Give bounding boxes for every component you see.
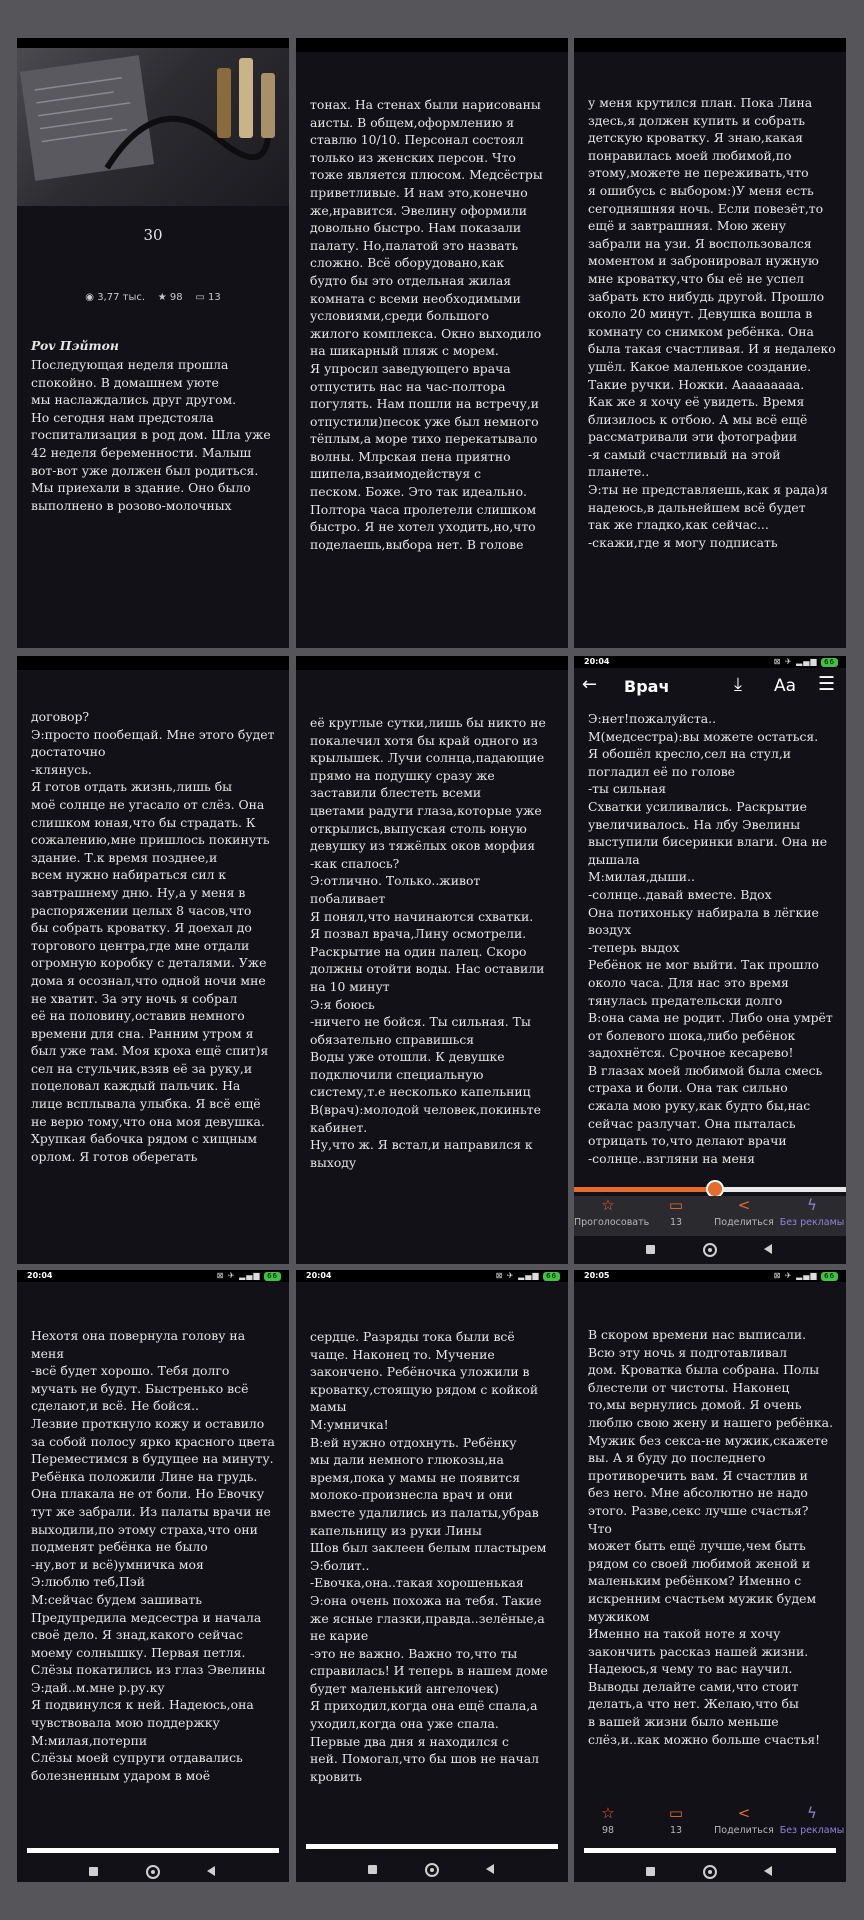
- lightning-icon: ϟ: [807, 1804, 817, 1822]
- back-icon[interactable]: [207, 1866, 215, 1876]
- system-nav-bar: [296, 1860, 568, 1880]
- system-nav-bar: [17, 1862, 289, 1882]
- share-button[interactable]: [710, 1804, 778, 1836]
- comments-button[interactable]: [642, 1804, 710, 1836]
- reader-toolbar: [574, 668, 846, 704]
- status-time: 20:04: [584, 657, 610, 666]
- chapter-text: сердце. Разряды тока были всё чаще. Наконец то. Мучение закончено. Ребёночка уложили в кроватку,стоящую рядом с койкой мамы М:умничка! В:ей нужно отдохнуть. Ребёнку мы дали немного глюкозы,на время,пока у мамы не появится молоко-произнесла врач и они вместе удалились из палаты,убрав капельницу из руки Лины Шов был заклеен белым пластырем Э:болит.. -Евочка,она..такая хорошенькая Э:она очень похожа на тебя. Такие же ясные глазки,правда..зелёные,а не карие -это не важно. Важно то,что ты справилась! И теперь в нашем доме будет маленький ангелочек) Я приходил,когда она ещё спала,а уходил,когда она уже спала. Первые два дня я находился с ней. Помогал,что бы шов не начал кровить: [310, 1329, 548, 1784]
- status-icons: ⊠ ✈ ▂▄▆ 66: [496, 1270, 560, 1282]
- chapter-heading: Pov Пэйтон: [31, 338, 119, 353]
- reader-panel-1: [17, 38, 289, 648]
- comment-icon: ▭: [668, 1804, 684, 1822]
- status-bar: [296, 656, 568, 670]
- star-icon: ★: [157, 292, 167, 303]
- back-icon[interactable]: [764, 1244, 772, 1254]
- action-bar: [574, 1196, 846, 1236]
- reader-panel-9: [574, 1270, 846, 1882]
- share-label: Поделиться: [714, 1825, 774, 1836]
- chapter-list-icon[interactable]: ☰: [818, 673, 836, 695]
- back-arrow-icon[interactable]: ←: [582, 674, 598, 695]
- chapter-number: 30: [143, 226, 163, 244]
- battery-icon: 66: [543, 1272, 560, 1281]
- comments-count: 13: [669, 1217, 683, 1228]
- eye-icon: ◉: [85, 292, 94, 303]
- likes-count: 98: [601, 1825, 615, 1836]
- chapter-stats: [17, 292, 289, 303]
- star-outline-icon: ☆: [601, 1804, 615, 1822]
- back-icon[interactable]: [764, 1866, 772, 1876]
- chapter-text: у меня крутился план. Пока Лина здесь,я должен купить и собрать детскую кроватку. Я знаю,какая понравилась моей любимой,по этому,можете не переживать,что я ошибусь с выбором:)У меня есть сегодняшняя ночь. Если повезёт,то ещё и завтрашняя. Мою жену забрали на узи. Я воспользовался моментом и забронировал нужную мне кроватку,что бы её не успел забрать кто нибудь другой. Прошло около 20 минут. Девушка вошла в комнату со снимком ребёнка. Она была такая счастливая. И я недалеко ушёл. Какое маленькое создание. Такие ручки. Ножки. Ааааааааа. Как же я хочу её увидеть. Время близилось к отбою. А мы всё ещё рассматривали эти фотографии -я самый счастливый на этой планете.. Э:ты не представляешь,как я рада)я надеюсь,в дальнейшем всё будет так же гладко,как сейчас... -скажи,где я могу подписать: [588, 95, 836, 550]
- status-bar: [574, 1270, 846, 1282]
- chapter-text: её круглые сутки,лишь бы никто не покалечил хотя бы край одного из крылышек. Лучи солнца,падающие прямо на подушку сразу же заставили блестеть всеми цветами радуги глаза,которые уже открылись,выпуская столь юную девушку из тяжёлых оков морфия -как спалось? Э:отлично. Только..живот побаливает Я понял,что начинаются схватки. Я позвал врача,Лину осмотрели. Раскрытие на один палец. Скоро должны отойти воды. Нас оставили на 10 минут Э:я боюсь -ничего не бойся. Ты сильная. Ты обязательно справишься Воды уже отошли. К девушке подключили специальную систему,т.е несколько капельниц В(врач):молодой человек,покиньте кабинет. Ну,что ж. Я встал,и направился к выходу: [310, 715, 546, 1170]
- scroll-indicator: [584, 1848, 836, 1853]
- scroll-indicator: [306, 1844, 558, 1849]
- vote-label: Проголосовать: [574, 1217, 650, 1228]
- lightning-icon: ϟ: [807, 1196, 817, 1214]
- home-icon[interactable]: [425, 1863, 439, 1877]
- reader-panel-8: [296, 1270, 568, 1882]
- battery-icon: 66: [821, 658, 838, 667]
- status-bar: [17, 38, 289, 48]
- download-icon[interactable]: ⤓: [734, 674, 742, 695]
- back-icon[interactable]: [486, 1864, 494, 1874]
- status-time: 20:04: [306, 1271, 332, 1280]
- share-icon: <: [737, 1804, 751, 1822]
- status-bar: [574, 656, 846, 668]
- action-bar: [574, 1804, 846, 1844]
- status-bar: [296, 38, 568, 52]
- recent-apps-icon[interactable]: [368, 1865, 377, 1874]
- comments-button[interactable]: [642, 1196, 710, 1228]
- share-label: Поделиться: [714, 1217, 774, 1228]
- reader-panel-3: [574, 38, 846, 648]
- home-icon[interactable]: [703, 1243, 717, 1257]
- status-bar: [296, 1270, 568, 1282]
- likes-count: 98: [169, 292, 183, 303]
- chapter-text: В скором времени нас выписали. Всю эту ночь я подготавливал дом. Кроватка была собрана. Полы блестели от чистоты. Наконец то,мы вернулись домой. Я очень люблю свою жену и нашего ребёнка. Мужик без секса-не мужик,скажете вы. А я буду до последнего противоречить вам. Я счастлив и без него. Мне абсолютно не надо этого. Разве,секс лучше счастья? Что может быть ещё лучше,чем быть рядом со своей любимой женой и маленьким ребёнком? Именно с искренним счастьем мужик будем мужиком Именно на такой ноте я хочу закончить рассказ нашей жизни. Надеюсь,я чему то вас научил. Выводы делайте сами,что стоит делать,а что нет. Желаю,что бы в вашей жизни было меньше слёз,и..как можно больше счастья!: [588, 1327, 834, 1747]
- recent-apps-icon[interactable]: [89, 1867, 98, 1876]
- system-nav-bar: [574, 1862, 846, 1882]
- no-ads-label: Без рекламы: [779, 1217, 845, 1228]
- recent-apps-icon[interactable]: [646, 1867, 655, 1876]
- vote-button[interactable]: [574, 1196, 650, 1228]
- comments-count: 13: [208, 292, 221, 303]
- chapter-text: Нехотя она повернула голову на меня -всё будет хорошо. Тебя долго мучать не будут. Быстренько всё сделают,и всё. Не бойся.. Лезвие проткнуло кожу и оставило за собой полосу ярко красного цвета Переместимся в будущее на минуту. Ребёнка положили Лине на грудь. Она плакала не от боли. Но Евочку тут же забрали. Из палаты врачи не выходили,по этому страха,что они подменят ребёнка не было -ну,вот и всё)умничка моя Э:люблю теб,Пэй М:сейчас будем зашивать Предупредила медсестра и начала своё дело. Я знад,какого сейчас моему солнышку. Первая петля. Слёзы покатились из глаз Эвелины Э:дай..м.мне р.ру.ку Я подвинулся к ней. Надеюсь,она чувствовала мою поддержку М:милая,потерпи Слёзы моей супруги отдавались болезненным ударом в моё: [31, 1328, 275, 1783]
- chapter-cover-image: [17, 48, 289, 206]
- views-count: 3,77 тыс.: [97, 292, 146, 303]
- status-icons: ⊠ ✈ ▂▄▆ 66: [774, 656, 838, 668]
- chapter-text: тонах. На стенах были нарисованы аисты. В общем,оформлению я ставлю 10/10. Персонал состоял только из женских персон. Что тоже является плюсом. Медсёстры приветливые. И нам это,конечно же,нравится. Эвелину оформили довольно быстро. Нам показали палату. Но,палатой это назвать сложно. Всё оборудовано,как будто бы это отдельная жилая комната с всеми необходимыми условиями,среди большого жилого комплекса. Окно выходило на шикарный пляж с морем. Я упросил заведующего врача отпустить нас на час-полтора погулять. Нам пошли на встречу,и отпустили)песок уже был немного тёплым,а море тихо перекатывало волны. Млрская пена приятно шипела,взаимодействуя с песком. Боже. Это так идеально. Полтора часа пролетели слишком быстро. Я не хотел уходить,но,что поделаешь,выбора нет. В голове: [310, 97, 543, 552]
- battery-icon: 66: [264, 1272, 281, 1281]
- chapter-title: Врач: [624, 677, 670, 696]
- status-bar: [574, 38, 846, 52]
- share-icon: <: [737, 1196, 751, 1214]
- status-icons: ⊠ ✈ ▂▄▆ 66: [774, 1270, 838, 1282]
- home-icon[interactable]: [703, 1865, 717, 1879]
- no-ads-button[interactable]: [778, 1804, 846, 1836]
- comment-icon: ▭: [195, 292, 205, 303]
- status-time: 20:05: [584, 1271, 610, 1280]
- cover-photo-icon: [17, 48, 289, 206]
- star-outline-icon: ☆: [601, 1196, 615, 1214]
- system-nav-bar: [574, 1240, 846, 1260]
- likes-button[interactable]: [574, 1804, 642, 1836]
- status-bar: [17, 656, 289, 670]
- comments-count: 13: [669, 1825, 683, 1836]
- status-time: 20:04: [27, 1271, 53, 1280]
- reading-progress-bar[interactable]: [574, 1187, 846, 1192]
- chapter-text: Э:нет!пожалуйста.. М(медсестра):вы можете остаться. Я обошёл кресло,сел на стул,и погладил её по голове -ты сильная Схватки усиливались. Раскрытие увеличивалось. На лбу Эвелины выступили бисеринки влаги. Она не дышала М:милая,дыши.. -солнце..давай вместе. Вдох Она потихоньку набирала в лёгкие воздух -теперь выдох Ребёнок не мог выйти. Так прошло около часа. Для нас это время тянулась предательски долго В:она сама не родит. Либо она умрёт от болевого шока,либо ребёнок задохнётся. Срочное кесарево! В глазах моей любимой была смесь страха и боли. Она так сильно сжала мою руку,как будто бы,нас сейчас разлучат. Она пыталась отрицать то,что делают врачи -солнце..взгляни на меня: [588, 711, 833, 1166]
- no-ads-label: Без рекламы: [779, 1825, 845, 1836]
- recent-apps-icon[interactable]: [646, 1245, 655, 1254]
- chapter-text: договор? Э:просто пообещай. Мне этого будет достаточно -клянусь. Я готов отдать жизнь,лишь бы моё солнце не угасало от слёз. Она слишком юная,что бы страдать. К сожалению,мне пришлось покинуть здание. Т.к время позднее,и всем нужно набираться сил к завтрашнему дню. Ну,а у меня в распоряжении целых 8 часов,что бы собрать кроватку. Я доехал до торгового центра,где мне отдали огромную коробку с деталями. Уже дома я осознал,что одной ночи мне не хватит. За эту ночь я собрал её на половину,оставив немного времени для сна. Ранним утром я был уже там. Моя кроха ещё спит)я сел на стульчик,взяв её за руку,и поцеловал каждый пальчик. На лице всплывала улыбка. Я всё ещё не верю тому,что она моя девушка. Хрупкая бабочка рядом с хищным орлом. Я готов оберегать: [31, 709, 275, 1164]
- home-icon[interactable]: [146, 1865, 160, 1879]
- comment-icon: ▭: [668, 1196, 684, 1214]
- reader-panel-6: [574, 656, 846, 1264]
- reader-panel-7: [17, 1270, 289, 1882]
- reader-panel-5: [296, 656, 568, 1264]
- no-ads-button[interactable]: [778, 1196, 846, 1228]
- status-bar: [17, 1270, 289, 1282]
- chapter-text: Последующая неделя прошла спокойно. В домашнем уюте мы наслаждались друг другом. Но сегодня нам предстояла госпитализация в род дом. Шла уже 42 неделя беременности. Малыш вот-вот уже должен был родиться. Мы приехали в здание. Оно было выполнено в розово-молочных: [31, 357, 271, 513]
- scroll-indicator: [27, 1848, 279, 1853]
- share-button[interactable]: [710, 1196, 778, 1228]
- battery-icon: 66: [821, 1272, 838, 1281]
- reading-progress-fill: [574, 1187, 715, 1192]
- reader-panel-4: [17, 656, 289, 1264]
- font-settings-button[interactable]: Aa: [774, 676, 797, 696]
- reader-panel-2: [296, 38, 568, 648]
- status-icons: ⊠ ✈ ▂▄▆ 66: [217, 1270, 281, 1282]
